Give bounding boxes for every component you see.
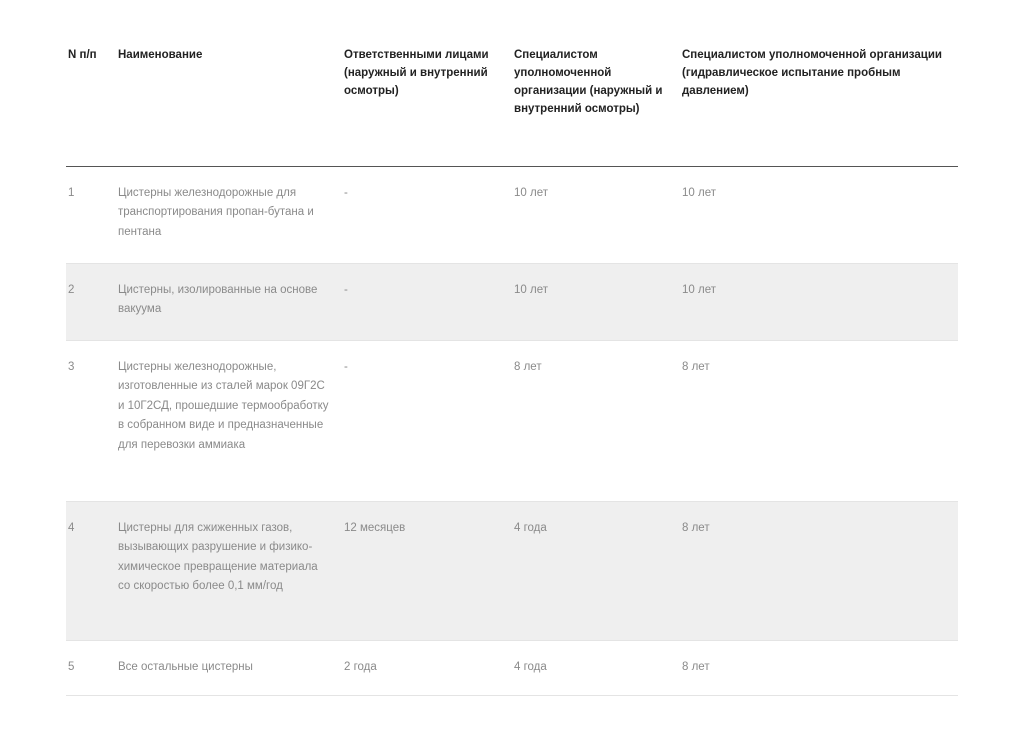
table-row [66, 167, 958, 264]
cell-number: 1 [66, 167, 116, 264]
cell-number: 3 [66, 341, 116, 502]
table-row [66, 341, 958, 502]
header-name: Наименование [116, 42, 342, 167]
cell-responsible: 2 года [342, 641, 512, 696]
inspection-table-container [66, 42, 958, 696]
cell-specialist: 4 года [512, 641, 680, 696]
cell-specialist: 8 лет [512, 341, 680, 502]
cell-name: Цистерны железнодорожные для транспортирования пропан-бутана и пентана [116, 167, 342, 264]
cell-name: Все остальные цистерны [116, 641, 342, 696]
cell-hydraulic: 8 лет [680, 341, 958, 502]
header-responsible-persons: Ответственными лицами (наружный и внутренний осмотры) [342, 42, 512, 167]
header-number: N п/п [66, 42, 116, 167]
inspection-intervals-table [66, 42, 958, 696]
table-header-row [66, 42, 958, 167]
cell-specialist: 4 года [512, 502, 680, 641]
cell-hydraulic: 8 лет [680, 502, 958, 641]
cell-name: Цистерны, изолированные на основе вакуума [116, 264, 342, 341]
cell-number: 4 [66, 502, 116, 641]
cell-hydraulic: 8 лет [680, 641, 958, 696]
table-row [66, 641, 958, 696]
header-specialist-hydraulic-test: Специалистом уполномоченной организации (гидравлическое испытание пробным давлением) [680, 42, 958, 167]
cell-number: 5 [66, 641, 116, 696]
cell-hydraulic: 10 лет [680, 264, 958, 341]
table-row [66, 502, 958, 641]
cell-responsible: - [342, 341, 512, 502]
cell-responsible: - [342, 264, 512, 341]
header-specialist-inspection: Специалистом уполномоченной организации (наружный и внутренний осмотры) [512, 42, 680, 167]
table-row [66, 264, 958, 341]
cell-number: 2 [66, 264, 116, 341]
cell-hydraulic: 10 лет [680, 167, 958, 264]
cell-name: Цистерны для сжиженных газов, вызывающих разрушение и физико-химическое превращение материала со скоростью более 0,1 мм/год [116, 502, 342, 641]
cell-name: Цистерны железнодорожные, изготовленные из сталей марок 09Г2С и 10Г2СД, прошедшие термообработку в собранном виде и предназначенные для перевозки аммиака [116, 341, 342, 502]
cell-specialist: 10 лет [512, 167, 680, 264]
cell-responsible: 12 месяцев [342, 502, 512, 641]
cell-specialist: 10 лет [512, 264, 680, 341]
cell-responsible: - [342, 167, 512, 264]
